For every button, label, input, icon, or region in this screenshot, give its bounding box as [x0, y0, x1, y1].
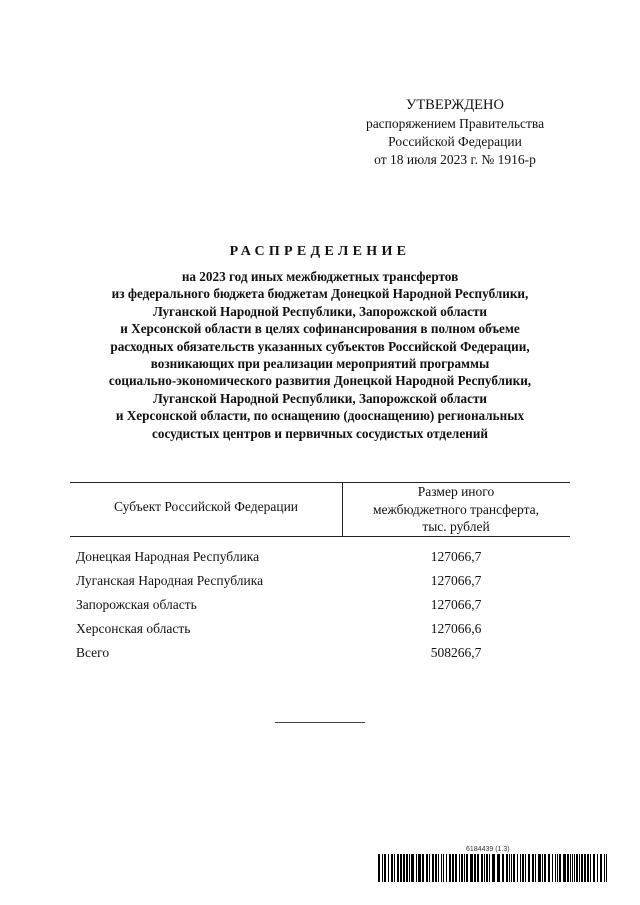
approval-heading: УТВЕРЖДЕНО: [406, 97, 504, 113]
approval-line-2: Российской Федерации: [388, 134, 522, 149]
subtitle-line: на 2023 год иных межбюджетных трансфертов: [181, 269, 459, 284]
table-header-amount-line: Размер иного: [417, 484, 495, 499]
subtitle-line: возникающих при реализации мероприятий программы: [150, 356, 490, 372]
row-amount: 127066,7: [430, 573, 482, 588]
subtitle-line: сосудистых центров и первичных сосудистых отделений: [152, 425, 488, 441]
document-title: РАСПРЕДЕЛЕНИЕ: [229, 244, 411, 259]
table-row: [70, 573, 570, 597]
subtitle-line: Луганской Народной Республики, Запорожской области: [152, 390, 488, 406]
table-header-subject: Субъект Российской Федерации: [113, 499, 299, 514]
approval-block: [340, 96, 570, 169]
subtitle-line: расходных обязательств указанных субъектов Российской Федерации,: [110, 338, 530, 354]
row-subject: Луганская Народная Республика: [76, 573, 264, 588]
subtitle-line: Луганской Народной Республики, Запорожской области: [152, 303, 488, 319]
row-amount: 127066,7: [430, 549, 482, 564]
row-subject: Херсонская область: [76, 621, 191, 636]
row-subject: Донецкая Народная Республика: [76, 549, 260, 564]
subtitle-line: и Херсонской области, по оснащению (дооснащению) региональных: [115, 408, 525, 424]
row-subject: Запорожская область: [76, 597, 197, 612]
document-code: 6184439 (1.3): [466, 846, 510, 853]
table-row: [70, 597, 570, 621]
end-of-document-line: [275, 722, 365, 723]
approval-line-1: распоряжением Правительства: [365, 116, 545, 131]
barcode-icon: [378, 854, 610, 882]
table-row-total: [70, 645, 570, 669]
row-amount: 127066,6: [430, 621, 482, 636]
subtitle-line: из федерального бюджета бюджетам Донецкой Народной Республики,: [111, 286, 529, 302]
subtitle-line: и Херсонской области в целях софинансирования в полном объеме: [120, 321, 520, 337]
row-subject: Всего: [76, 645, 110, 660]
approval-line-3: от 18 июля 2023 г. № 1916-р: [374, 152, 536, 167]
row-amount: 508266,7: [430, 645, 482, 660]
table-row: [70, 621, 570, 645]
row-amount: 127066,7: [430, 597, 482, 612]
table-header-rule: [70, 536, 570, 537]
table-header-amount-line: межбюджетного трансферта,: [372, 501, 540, 517]
table-row: [70, 549, 570, 573]
subtitle-line: социально-экономического развития Донецкой Народной Республики,: [108, 373, 532, 389]
document-subtitle: [40, 268, 600, 442]
table-header-amount-line: тыс. рублей: [422, 519, 490, 534]
table-header-amount: [342, 483, 570, 536]
